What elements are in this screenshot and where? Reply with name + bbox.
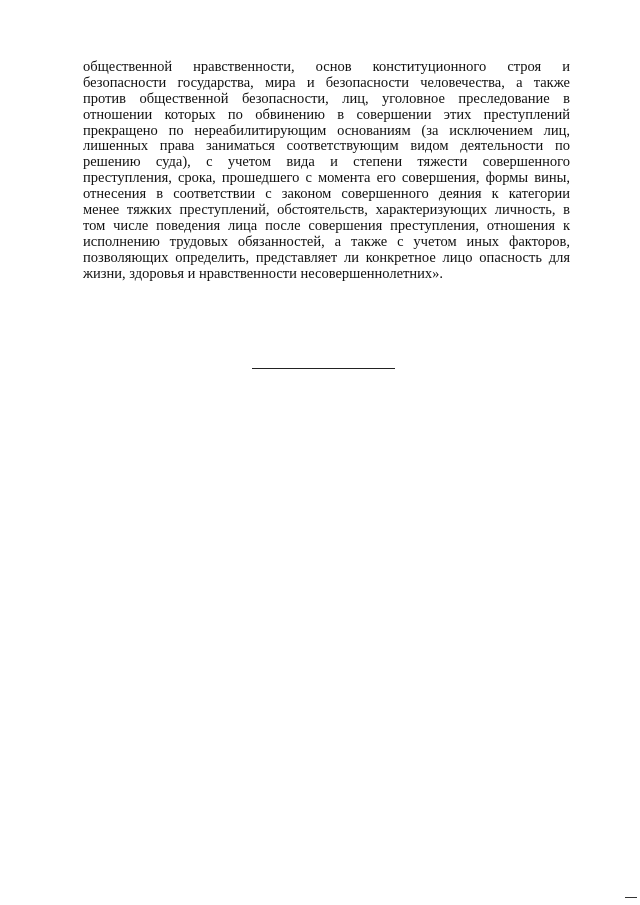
paragraph-line: жизни, здоровья и нравственности несовершеннолетних». [83, 265, 443, 282]
paragraph-line: против общественной безопасности, лиц, уголовное преследование в [83, 90, 570, 107]
page-corner-mark [625, 897, 637, 898]
paragraph-line: преступления, срока, прошедшего с момента его совершения, формы вины, [83, 170, 570, 187]
paragraph-line: исполнению трудовых обязанностей, а также с учетом иных факторов, [83, 233, 570, 250]
paragraph-line: прекращено по нереабилитирующим основаниям (за исключением лиц, [83, 122, 570, 139]
paragraph-line: отнесения в соответствии с законом совершенного деяния к категории [83, 186, 570, 203]
paragraph-line: решению суда), с учетом вида и степени тяжести совершенного [83, 154, 570, 171]
paragraph-line: отношении которых по обвинению в совершении этих преступлений [83, 106, 570, 123]
paragraph-line: безопасности государства, мира и безопасности человечества, а также [83, 74, 570, 91]
paragraph-line: позволяющих определить, представляет ли конкретное лицо опасность для [83, 249, 570, 266]
separator-rule [252, 368, 395, 369]
paragraph-line: том числе поведения лица после совершения преступления, отношения к [83, 217, 570, 234]
paragraph-line: общественной нравственности, основ конституционного строя и [83, 59, 570, 75]
paragraph-line: лишенных права заниматься соответствующим видом деятельности по [83, 138, 570, 155]
paragraph-line: менее тяжких преступлений, обстоятельств, характеризующих личность, в [83, 202, 570, 219]
body-paragraph [83, 60, 570, 282]
